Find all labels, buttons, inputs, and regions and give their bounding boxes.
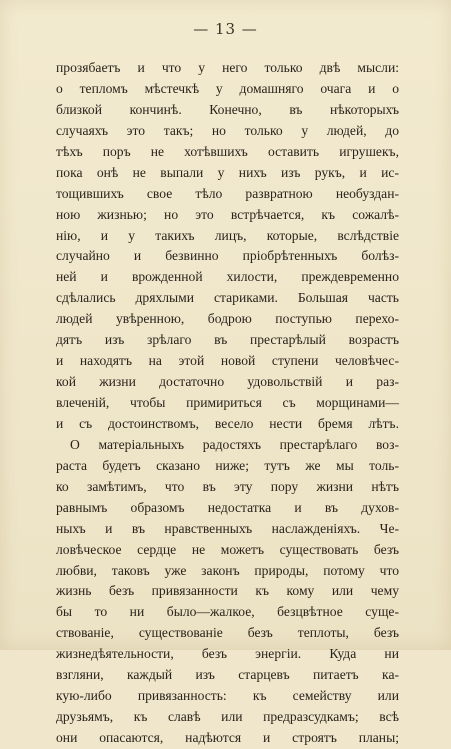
text-line: ствованіе, существованіе безъ теплоты, безъ (56, 625, 399, 641)
text-line: случаяхъ это такъ; но только у людей, до (56, 122, 399, 138)
text-line: влеченій, чтобы примириться съ морщинами— (56, 395, 399, 410)
text-line: дятъ изъ зрѣлаго въ престарѣлый возрастъ (56, 332, 399, 348)
text-line: сдѣлались дряхлыми стариками. Большая часть (56, 290, 399, 306)
paragraph-start-line: О матеріальныхъ радостяхъ престарѣлаго воз- (70, 436, 399, 452)
text-line: пока онѣ не выпали у нихъ изъ рукъ, и ис- (56, 164, 399, 180)
text-line: друзьямъ, къ славѣ или предразсудкамъ; всѣ (56, 709, 399, 725)
text-line: ныхъ и въ нравственныхъ наслажденіяхъ. Че- (56, 520, 399, 536)
text-line: о тепломъ мѣстечкѣ у домашняго очага и о (56, 80, 399, 96)
body-text (56, 58, 399, 749)
text-line: случайно и безвинно пріобрѣтенныхъ болѣз- (56, 248, 399, 264)
text-line: кой жизни достаточно удовольствій и раз- (56, 374, 399, 390)
text-line: они опасаются, надѣются и строятъ планы; (56, 730, 399, 745)
text-line: прозябаетъ и что у него только двѣ мысли: (56, 60, 399, 75)
page-number: — 13 — (193, 20, 258, 38)
text-line: ловѣческое сердце не можетъ существовать безъ (56, 541, 399, 557)
text-line: и находятъ на этой новой ступени человѣчес- (56, 353, 399, 369)
text-line: раста будетъ сказано ниже; тутъ же мы толь- (56, 457, 399, 473)
text-line: людей увѣренною, бодрою поступью перехо- (56, 311, 399, 327)
text-line: тощившихъ свое тѣло развратною необуздан- (56, 185, 399, 201)
text-line: взгляни, каждый изъ старцевъ питаетъ ка- (56, 667, 399, 683)
text-line: ко замѣтимъ, что въ эту пору жизни нѣтъ (56, 478, 399, 494)
text-line: равнымъ образомъ недостатка и въ духов- (56, 499, 399, 515)
text-line: жизнедѣятельности, безъ энергіи. Куда ни (56, 646, 399, 662)
text-line: жизнь безъ привязанности къ кому или чему (56, 583, 399, 599)
text-line: близкой кончинѣ. Конечно, въ нѣкоторыхъ (56, 101, 399, 117)
text-line: любви, таковъ уже законъ природы, потому что (56, 562, 399, 578)
text-line: ною жизнью; но это встрѣчается, къ сожалѣ- (56, 206, 399, 222)
text-line: кую-либо привязанность: къ семейству или (56, 688, 399, 704)
text-line: бы то ни было—жалкое, безцвѣтное суще- (56, 604, 399, 620)
text-line: нію, и у такихъ лицъ, которые, вслѣдствіе (56, 227, 399, 243)
text-line: тѣхъ поръ не хотѣвшихъ оставить игрушекъ, (56, 143, 399, 159)
text-line: и съ достоинствомъ, весело нести бремя лѣтъ. (56, 415, 399, 431)
text-line: ней и врожденной хилости, преждевременно (56, 269, 399, 285)
